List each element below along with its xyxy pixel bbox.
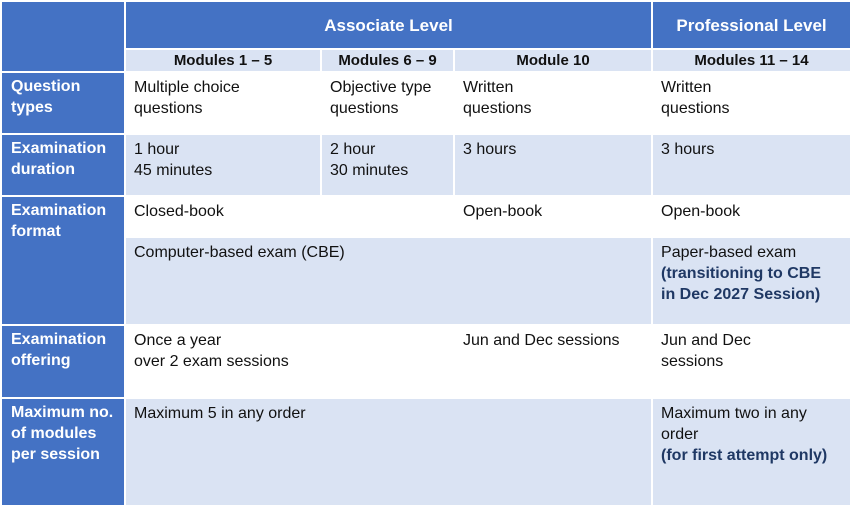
- offering-associate: Once a year over 2 exam sessions: [125, 325, 454, 398]
- duration-m1-5: 1 hour 45 minutes: [125, 134, 321, 196]
- modules-6-9-header: Modules 6 – 9: [321, 49, 454, 72]
- max-modules-professional: Maximum two in any order (for first attempt only): [652, 398, 850, 506]
- offering-row: [1, 325, 850, 398]
- format-book-m10: Open-book: [454, 196, 652, 237]
- max-modules-row: [1, 398, 850, 506]
- question-types-m10: Written questions: [454, 72, 652, 134]
- question-types-m1-5: Multiple choice questions: [125, 72, 321, 134]
- modules-11-14-header: Modules 11 – 14: [652, 49, 850, 72]
- format-label: Examination format: [1, 196, 125, 325]
- format-mode-associate: Computer-based exam (CBE): [125, 237, 652, 325]
- format-mode-professional: Paper-based exam (transitioning to CBE in Dec 2027 Session): [652, 237, 850, 325]
- format-book-professional: Open-book: [652, 196, 850, 237]
- first-attempt-note: (for first attempt only): [661, 447, 828, 464]
- offering-label: Examination offering: [1, 325, 125, 398]
- offering-m10: Jun and Dec sessions: [454, 325, 652, 398]
- question-types-m11-14: Written questions: [652, 72, 850, 134]
- duration-row: [1, 134, 850, 196]
- duration-m6-9: 2 hour 30 minutes: [321, 134, 454, 196]
- format-book-associate: Closed-book: [125, 196, 454, 237]
- format-mode-row: [1, 237, 850, 325]
- max-modules-associate: Maximum 5 in any order: [125, 398, 652, 506]
- format-book-row: [1, 196, 850, 237]
- max-modules-label: Maximum no. of modules per session: [1, 398, 125, 506]
- duration-m10: 3 hours: [454, 134, 652, 196]
- duration-label: Examination duration: [1, 134, 125, 196]
- duration-m11-14: 3 hours: [652, 134, 850, 196]
- question-types-row: [1, 72, 850, 134]
- level-header-row: [1, 1, 850, 49]
- corner-cell: [1, 1, 125, 72]
- associate-level-header: Associate Level: [125, 1, 652, 49]
- modules-header-row: [1, 49, 850, 72]
- offering-professional: Jun and Dec sessions: [652, 325, 850, 398]
- professional-level-header: Professional Level: [652, 1, 850, 49]
- module-10-header: Module 10: [454, 49, 652, 72]
- question-types-label: Question types: [1, 72, 125, 134]
- modules-1-5-header: Modules 1 – 5: [125, 49, 321, 72]
- cbe-transition-note-1: (transitioning to CBE: [661, 265, 821, 282]
- question-types-m6-9: Objective type questions: [321, 72, 454, 134]
- cbe-transition-note-2: in Dec 2027 Session): [661, 286, 821, 303]
